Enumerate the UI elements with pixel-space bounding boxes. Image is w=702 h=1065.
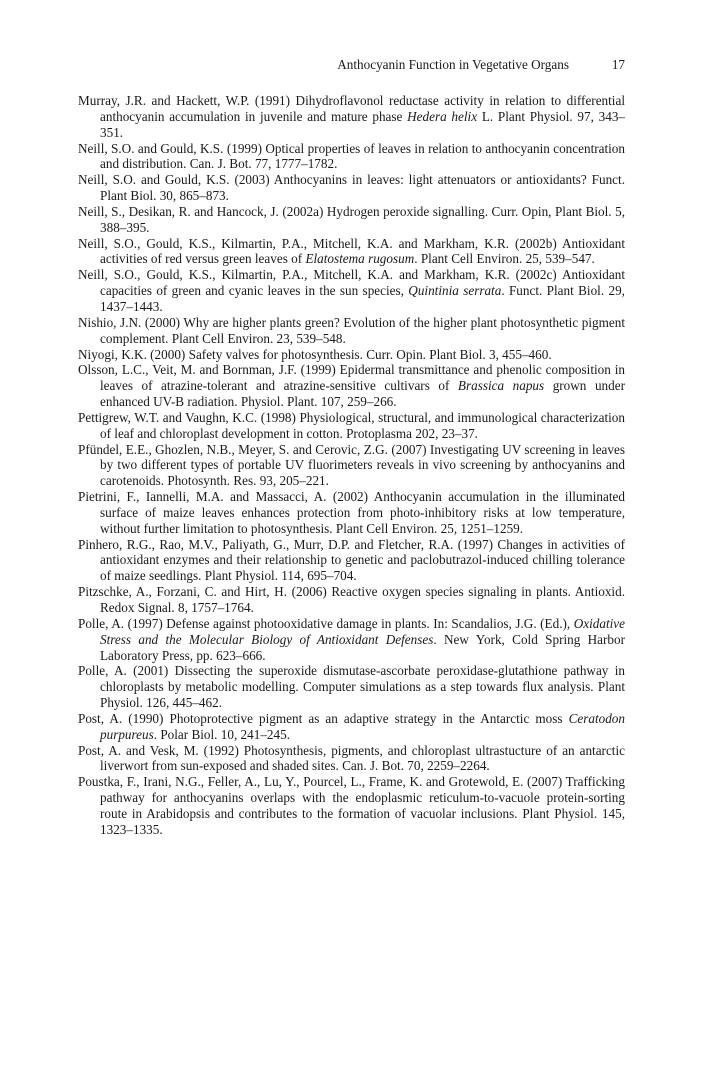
italic-title: Quintinia serrata (408, 283, 502, 299)
italic-title: Brassica napus (457, 378, 545, 394)
italic-title: Oxidative Stress and the Molecular Biology of Antioxidant Defenses (100, 615, 625, 647)
reference-entry (78, 204, 625, 236)
italic-title: Hedera helix (407, 108, 478, 124)
running-header (78, 56, 625, 74)
reference-text: Pitzschke, A., Forzani, C. and Hirt, H. (2006) Reactive oxygen species signaling in plants. Antioxid. Redox Signal. 8, 1757–1764. (78, 584, 625, 615)
reference-text: Olsson, L.C., Veit, M. and Bornman, J.F. (1999) Epidermal transmittance and phenolic composition in leaves of atrazine-tolerant and atrazine-sensitive cultivars of (78, 362, 625, 394)
reference-list (78, 93, 625, 838)
reference-text: . Plant Cell Environ. 25, 539–547. (414, 251, 595, 267)
reference-entry (78, 315, 625, 347)
reference-text: Niyogi, K.K. (2000) Safety valves for photosynthesis. Curr. Opin. Plant Biol. 3, 455–460. (78, 346, 552, 362)
reference-text: Polle, A. (2001) Dissecting the superoxide dismutase-ascorbate peroxidase-glutathione pathway in chloroplasts by metabolic modelling. Computer simulations as a step towards flux analysis. Plant Physiol. 126, 445–462. (78, 663, 625, 711)
reference-entry (78, 442, 625, 490)
reference-entry (78, 774, 625, 837)
reference-text: . Funct. Plant Biol. 29, 1437–1443. (100, 283, 625, 314)
reference-entry (78, 616, 625, 664)
reference-text: Polle, A. (1997) Defense against photooxidative damage in plants. In: Scandalios, J.G. (Ed.), (78, 615, 574, 631)
reference-entry (78, 347, 625, 363)
reference-text: Nishio, J.N. (2000) Why are higher plants green? Evolution of the higher plant photosynthetic pigment complement. Plant Cell Environ. 23, 539–548. (78, 314, 625, 346)
reference-text: Pinhero, R.G., Rao, M.V., Paliyath, G., Murr, D.P. and Fletcher, R.A. (1997) Changes in activities of antioxidant enzymes and their relationship to genetic and paclobutrazol-induced chilling tolerance of maize seedlings. Plant Physiol. 114, 695–704. (78, 536, 625, 584)
reference-text: L. Plant Physiol. 97, 343–351. (100, 108, 626, 140)
reference-text: Poustka, F., Irani, N.G., Feller, A., Lu, Y., Pourcel, L., Frame, K. and Grotewold, E. (2007) Trafficking pathway for anthocyanins overlaps with the endoplasmic reticulum-to-vacuole protein-sorting route in Arabidopsis and contributes to the formation of vacuolar inclusions. Plant Physiol. 145, 1323–1335. (78, 774, 625, 837)
reference-text: grown under enhanced UV-B radiation. Physiol. Plant. 107, 259–266. (100, 378, 625, 410)
italic-title: Ceratodon purpureus (100, 710, 625, 742)
reference-text: Post, A. (1990) Photoprotective pigment as an adaptive strategy in the Antarctic moss (78, 710, 569, 726)
reference-entry (78, 141, 625, 173)
reference-entry (78, 584, 625, 616)
running-title: Anthocyanin Function in Vegetative Organs (337, 57, 569, 72)
reference-entry (78, 267, 625, 315)
reference-text: Neill, S.O., Gould, K.S., Kilmartin, P.A., Mitchell, K.A. and Markham, K.R. (2002b) Antioxidant activities of red versus green leaves of (78, 235, 625, 267)
reference-text: Neill, S.O. and Gould, K.S. (1999) Optical properties of leaves in relation to anthocyanin concentration and distribution. Can. J. Bot. 77, 1777–1782. (78, 140, 625, 172)
reference-entry (78, 172, 625, 204)
reference-text: Neill, S.O., Gould, K.S., Kilmartin, P.A., Mitchell, K.A. and Markham, K.R. (2002c) Antioxidant capacities of green and cyanic leaves in the sun species, (78, 267, 625, 299)
reference-text: Neill, S., Desikan, R. and Hancock, J. (2002a) Hydrogen peroxide signalling. Curr. Opin, Plant Biol. 5, 388–395. (78, 203, 625, 235)
reference-entry (78, 93, 625, 141)
reference-entry (78, 537, 625, 585)
reference-entry (78, 410, 625, 442)
reference-entry (78, 489, 625, 537)
reference-text: Pettigrew, W.T. and Vaughn, K.C. (1998) Physiological, structural, and immunological characterization of leaf and chloroplast development in cotton. Protoplasma 202, 23–37. (78, 409, 625, 441)
page-number: 17 (611, 57, 625, 72)
reference-entry (78, 362, 625, 410)
reference-text: . New York, Cold Spring Harbor Laboratory Press, pp. 623–666. (100, 631, 625, 663)
reference-text: Post, A. and Vesk, M. (1992) Photosynthesis, pigments, and chloroplast ultrastucture of an antarctic liverwort from sun-exposed and shaded sites. Can. J. Bot. 70, 2259–2264. (78, 742, 625, 774)
italic-title: Elatostema rugosum (305, 251, 415, 267)
reference-entry (78, 743, 625, 775)
reference-text: . Polar Biol. 10, 241–245. (153, 726, 291, 742)
reference-entry (78, 236, 625, 268)
reference-text: Pietrini, F., Iannelli, M.A. and Massacci, A. (2002) Anthocyanin accumulation in the illuminated surface of maize leaves enhances protection from photo-inhibitory risks at low temperature, without further limitation to photosynthesis. Plant Cell Environ. 25, 1251–1259. (78, 489, 625, 536)
reference-text: Pfündel, E.E., Ghozlen, N.B., Meyer, S. and Cerovic, Z.G. (2007) Investigating UV screening in leaves by two different types of portable UV fluorimeters reveals in vivo screening by anthocyanins and carotenoids. Photosynth. Res. 93, 205–221. (78, 441, 625, 489)
reference-text: Neill, S.O. and Gould, K.S. (2003) Anthocyanins in leaves: light attenuators or antioxidants? Funct. Plant Biol. 30, 865–873. (78, 172, 625, 204)
reference-entry (78, 711, 625, 743)
reference-entry (78, 663, 625, 711)
reference-text: Murray, J.R. and Hackett, W.P. (1991) Dihydroflavonol reductase activity in relation to differential anthocyanin accumulation in juvenile and mature phase (78, 93, 625, 124)
